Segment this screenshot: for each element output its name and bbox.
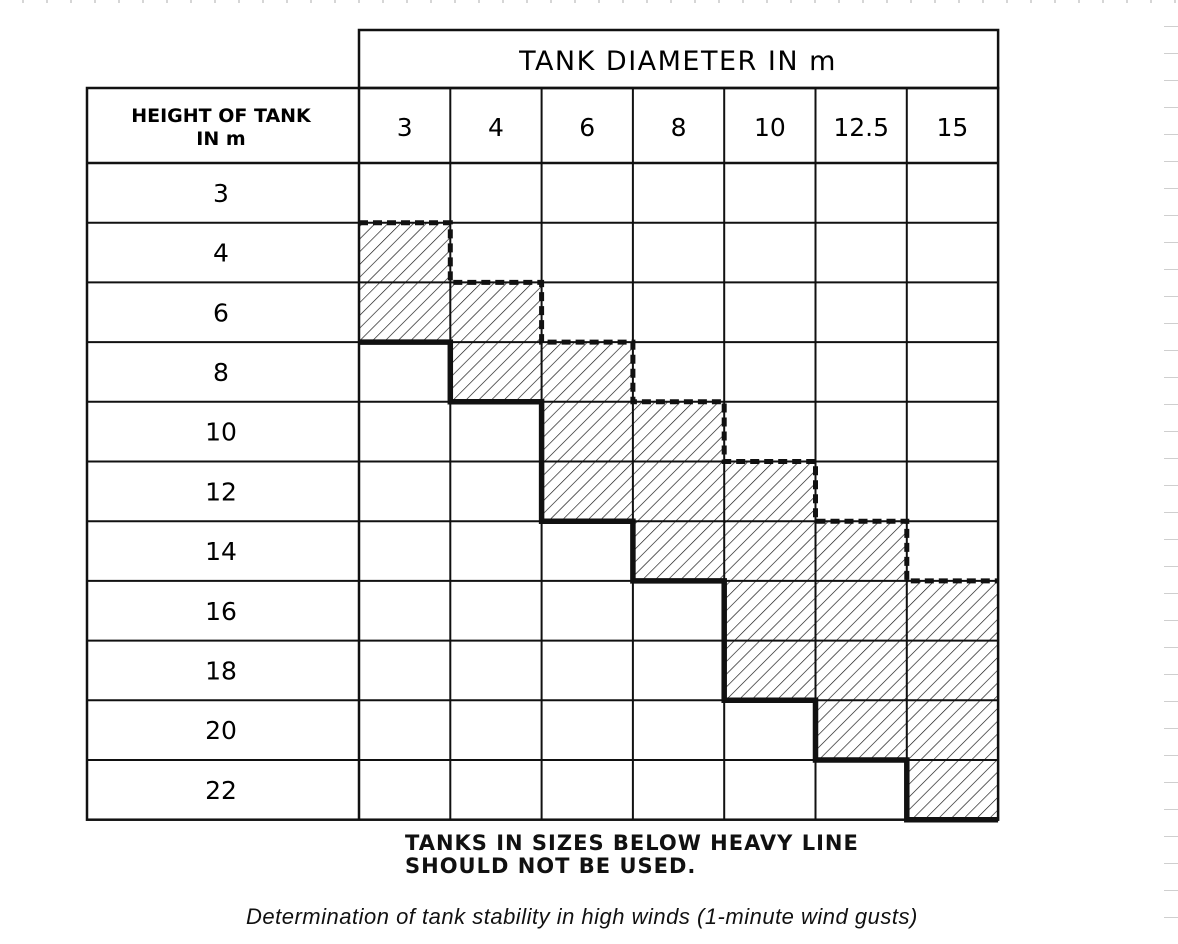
row-header-title-line2: IN m — [196, 128, 246, 150]
usage-note-line2: SHOULD NOT BE USED. — [405, 854, 697, 878]
height-label: 10 — [205, 417, 237, 447]
marginal-zone-8 — [633, 402, 724, 581]
height-label: 4 — [213, 238, 229, 268]
row-header-title-line1: HEIGHT OF TANK — [131, 105, 311, 127]
column-header-title: TANK DIAMETER IN m — [519, 46, 837, 77]
height-label: 14 — [205, 537, 237, 567]
diameter-label: 6 — [579, 113, 596, 142]
height-label: 8 — [213, 357, 229, 387]
diameter-label: 12.5 — [833, 113, 889, 142]
usage-note-line1: TANKS IN SIZES BELOW HEAVY LINE — [405, 831, 859, 855]
diameter-label: 10 — [753, 113, 786, 142]
height-label: 12 — [205, 477, 237, 507]
height-label: 3 — [213, 178, 229, 208]
height-label: 6 — [213, 298, 229, 328]
height-label: 16 — [205, 596, 237, 626]
diameter-label: 15 — [936, 113, 969, 142]
height-label: 20 — [205, 716, 237, 746]
diameter-label: 8 — [670, 113, 687, 142]
diameter-label: 3 — [396, 113, 413, 142]
height-label: 18 — [205, 656, 237, 686]
usage-note — [405, 832, 859, 878]
diameter-label: 4 — [487, 113, 504, 142]
marginal-zone-6 — [542, 342, 633, 521]
height-label: 22 — [205, 775, 237, 805]
figure-caption: Determination of tank stability in high winds (1-minute wind gusts) — [246, 904, 918, 929]
